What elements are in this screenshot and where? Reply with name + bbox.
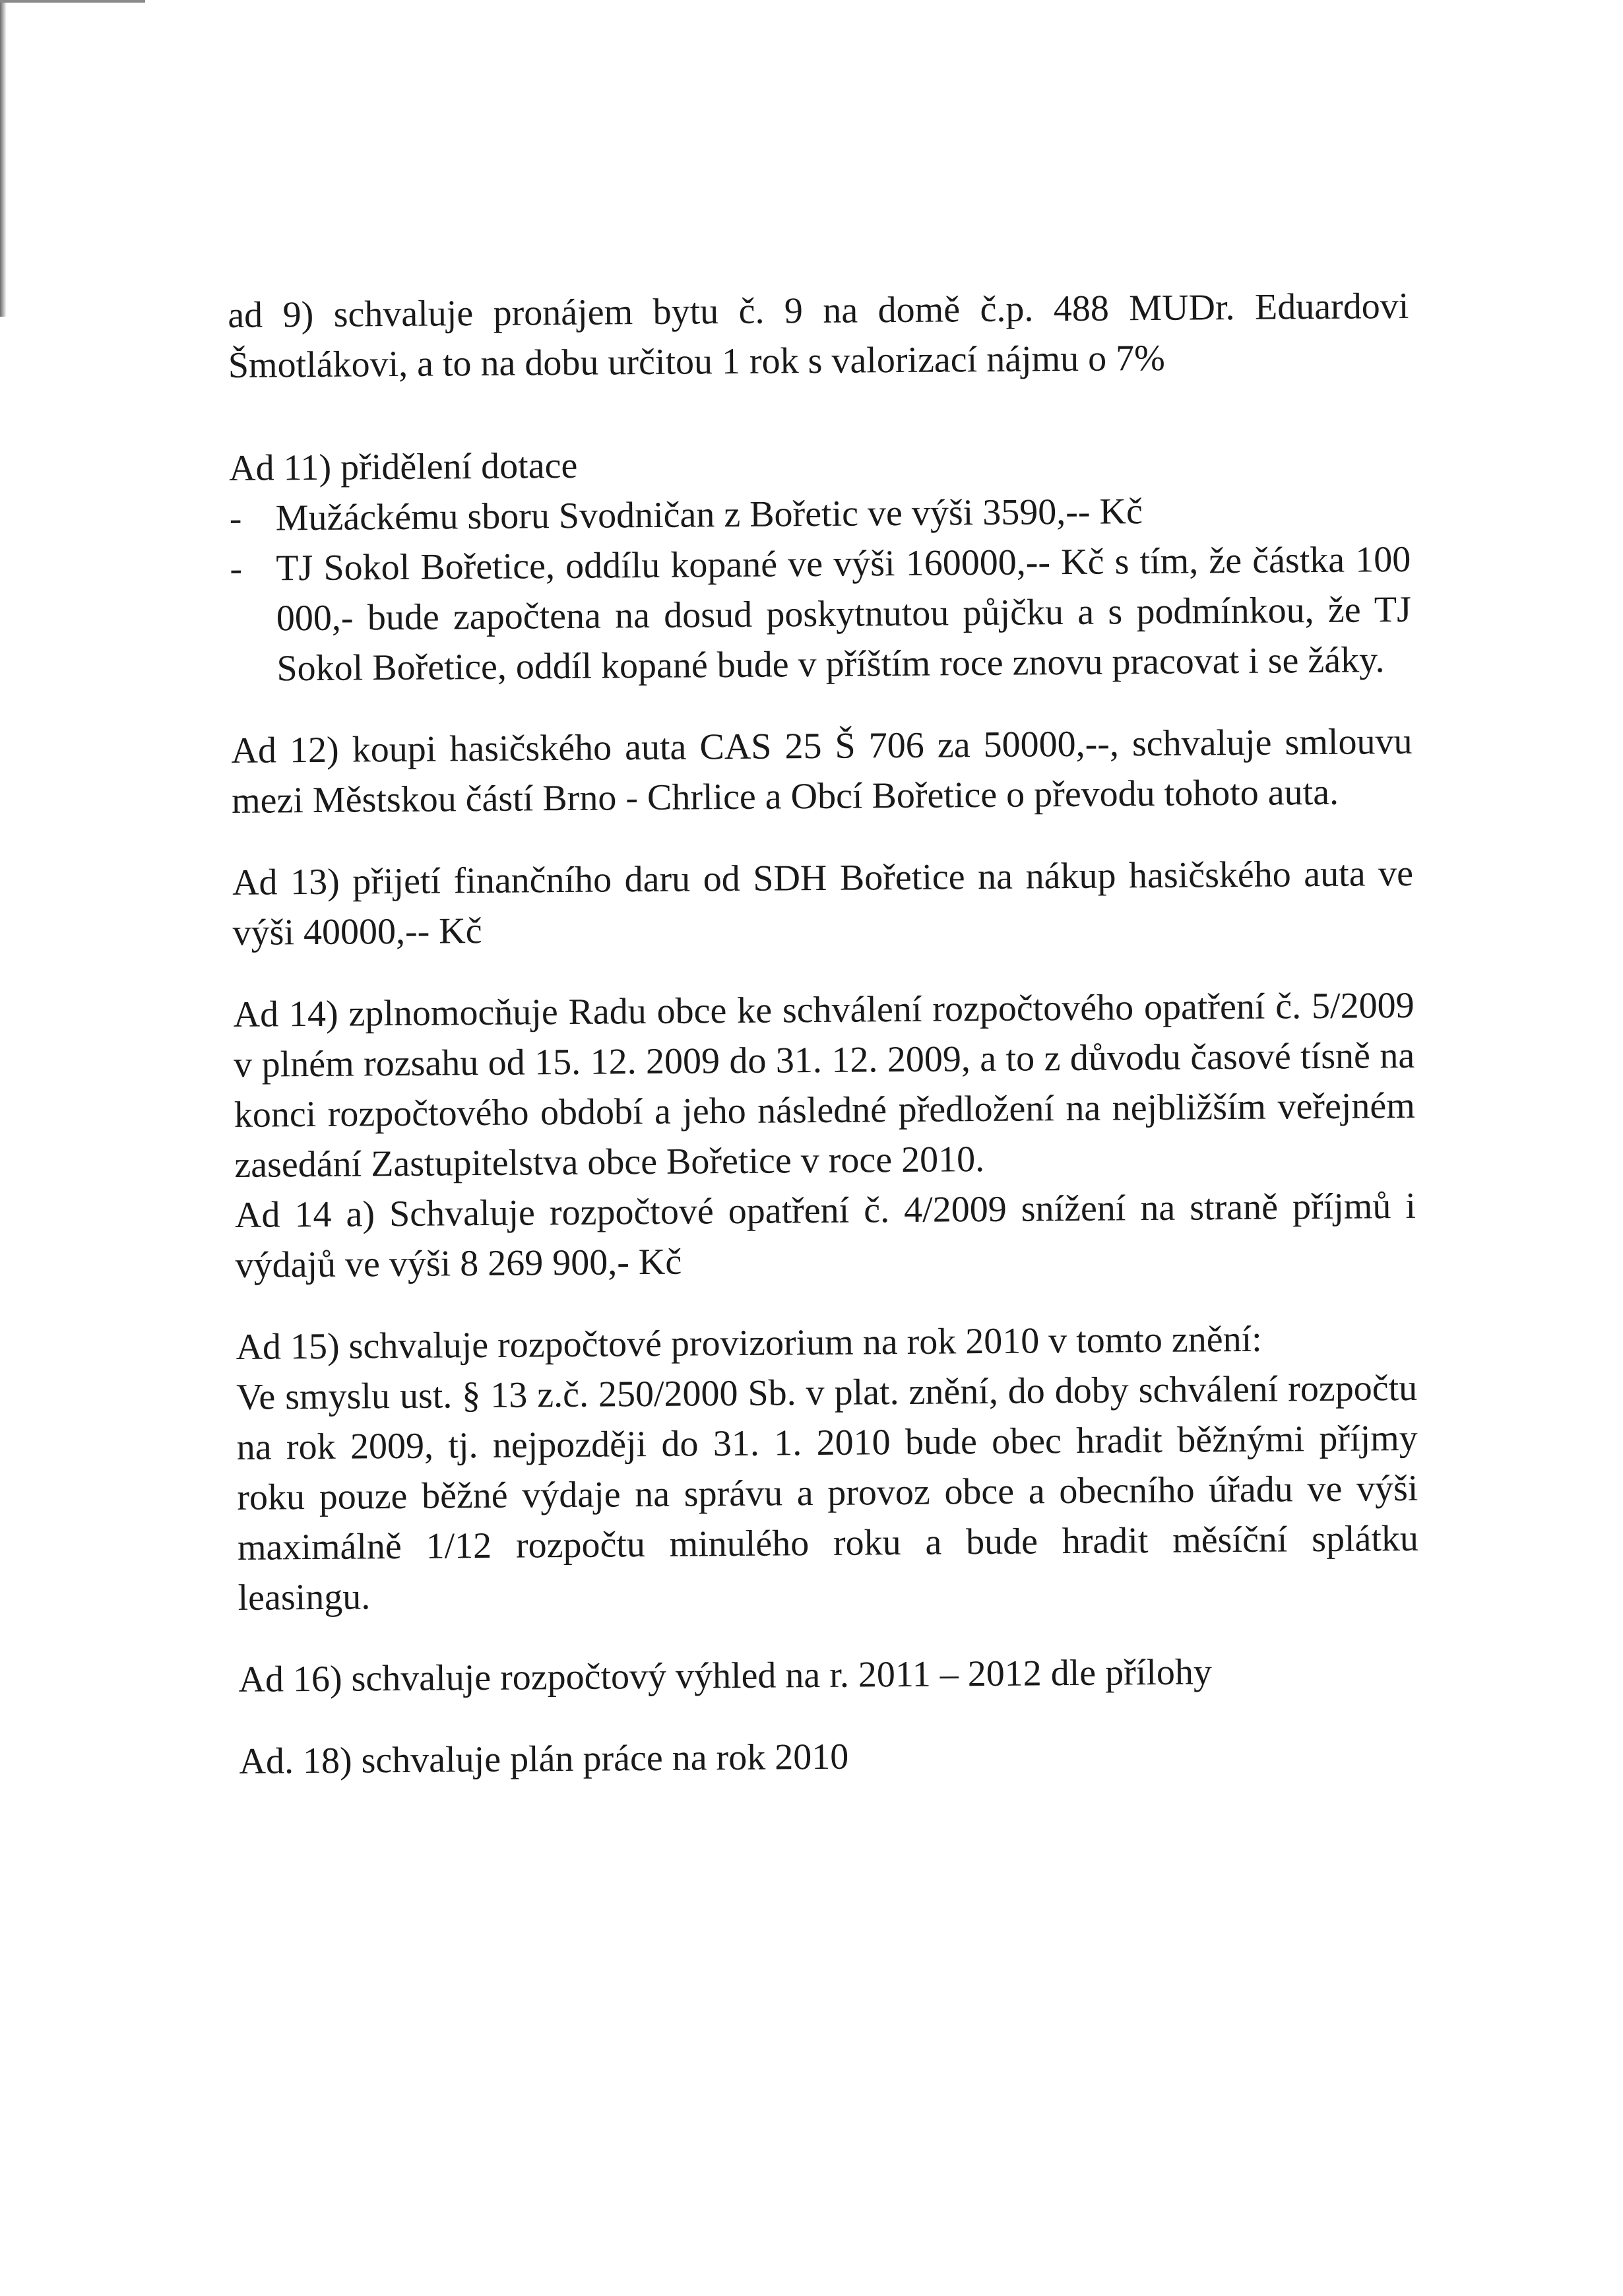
dash-marker: - [230,548,243,589]
scan-shadow-top [0,0,145,3]
resolution-ad-16: Ad 16) schvaluje rozpočtový výhled na r. 2011 – 2012 dle přílohy [238,1651,1213,1700]
resolution-ad-14a: Ad 14 a) Schvaluje rozpočtové opatření č. 4/2009 snížení na straně příjmů i výdajů ve výši 8 269 900,- Kč [234,1185,1416,1286]
subsidy-item-text: Mužáckému sboru Svodničan z Bořetic ve výši 3590,-- Kč [275,491,1143,539]
resolution-ad-9: ad 9) schvaluje pronájem bytu č. 9 na domě č.p. 488 MUDr. Eduardovi Šmotlákovi, a to na dobu určitou 1 rok s valorizací nájmu o 7% [228,285,1409,386]
list-item [230,534,1412,694]
resolution-ad-14: Ad 14) zplnomocňuje Radu obce ke schválení rozpočtového opatření č. 5/2009 v plném rozsahu od 15. 12. 2009 do 31. 12. 2009, a to z důvodu časové tísně na konci rozpočtového období a jeho následné předložení na nejbližším veřejném zasedání Zastupitelstva obce Bořetice v roce 2010. [233,984,1416,1186]
dash-marker: - [229,497,242,539]
resolution-ad-15: Ad 15) schvaluje rozpočtové provizorium na rok 2010 v tomto znění: [236,1318,1262,1368]
resolution-ad-12: Ad 12) koupi hasičského auta CAS 25 Š 706 za 50000,--, schvaluje smlouvu mezi Městskou částí Brno - Chrlice a Obcí Bořetice o převodu tohoto auta. [231,720,1413,821]
document-page [228,281,1420,1787]
subsidy-list [229,484,1411,694]
resolution-ad-11 [229,434,1412,694]
resolution-ad-15-body: Ve smyslu ust. § 13 z.č. 250/2000 Sb. v plat. znění, do doby schválení rozpočtu na rok 2009, tj. nejpozději do 31. 1. 2010 bude obec hradit běžnými příjmy roku pouze běžné výdaje na správu a provoz obce a obecního úřadu ve výši maximálně 1/12 rozpočtu minulého roku a bude hradit měsíční splátku leasingu. [236,1367,1419,1618]
resolution-ad-13: Ad 13) přijetí finančního daru od SDH Bořetice na nákup hasičského auta ve výši 40000,-- Kč [232,852,1414,953]
scan-shadow-left [0,0,7,317]
subsidy-item-text: TJ Sokol Bořetice, oddílu kopané ve výši 160000,-- Kč s tím, že částka 100 000,- bude započtena na dosud poskytnutou půjčku a s podmínkou, že TJ Sokol Bořetice, oddíl kopané bude v příštím roce znovu pracovat i se žáky. [276,538,1412,689]
resolution-ad-11-heading: Ad 11) přidělení dotace [228,445,578,489]
resolution-ad-18: Ad. 18) schvaluje plán práce na rok 2010 [239,1736,849,1782]
list-item [229,484,1411,544]
